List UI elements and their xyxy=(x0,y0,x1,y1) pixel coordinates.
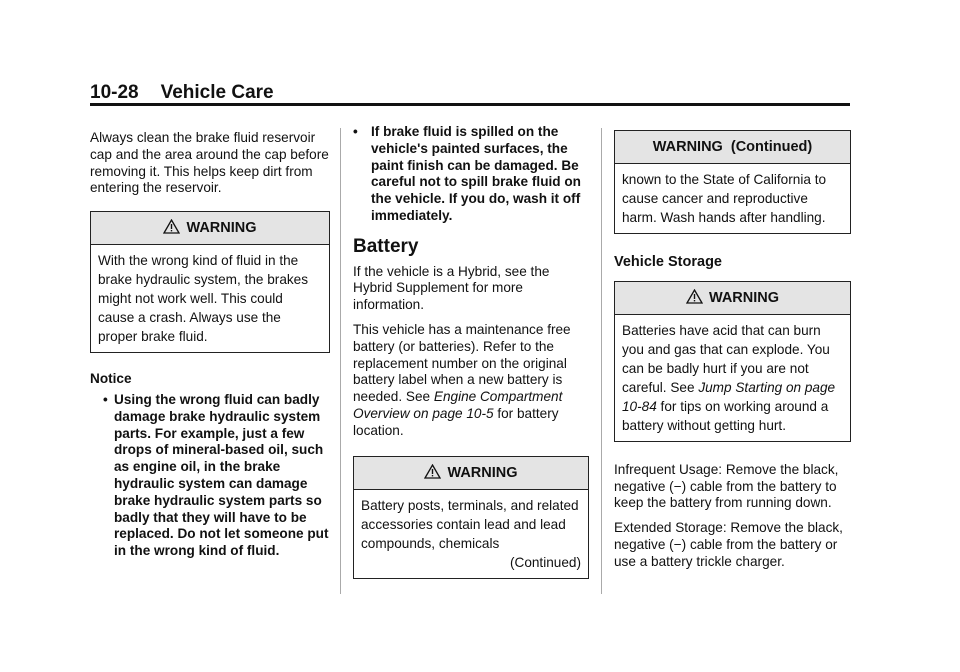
column-3 xyxy=(614,130,851,579)
warning-body: known to the State of California to cause cancer and reproductive harm. Wash hands after handling. xyxy=(622,172,827,225)
warning-text: for tips on working around a battery without getting hurt. xyxy=(622,398,829,433)
warning-title: WARNING xyxy=(186,220,257,237)
warning-header xyxy=(615,131,850,164)
column-divider-2 xyxy=(601,128,602,594)
page-header xyxy=(90,82,274,104)
bullet-dot: • xyxy=(103,391,108,407)
bullet-text: Using the wrong fluid can badly damage brake hydraulic system parts. For example, just a few drops of mineral-based oil, such as engine oil, in the brake hydraulic system can damage brake hydraulic system parts so badly that they will have to be replaced. Do not let someone put in the wrong kind of fluid. xyxy=(114,391,329,559)
battery-lead-warning xyxy=(353,456,589,579)
header-rule xyxy=(90,103,850,106)
warning-triangle-icon xyxy=(686,289,703,304)
battery-acid-warning xyxy=(614,281,851,442)
warning-title: WARNING (Continued) xyxy=(652,139,813,155)
notice-bullet-2 xyxy=(353,124,589,225)
brake-intro-paragraph: Always clean the brake fluid reservoir cap and the area around the cap before removing it. This helps keep dirt from entering the reservoir. xyxy=(90,130,329,196)
vehicle-storage-heading: Vehicle Storage xyxy=(614,254,722,270)
section-title: Vehicle Care xyxy=(160,82,274,103)
warning-header xyxy=(615,282,850,315)
bullet-text: If brake fluid is spilled on the vehicle's painted surfaces, the paint finish can be damaged. Be careful not to spill brake fluid on the vehicle. If you do, wash it off immediately. xyxy=(371,124,581,223)
extended-storage-paragraph: Extended Storage: Remove the black, negative (−) cable from the battery or use a battery trickle charger. xyxy=(614,520,843,569)
warning-header xyxy=(354,457,588,490)
para-text: This vehicle has a maintenance free battery (or batteries). Refer to the replacement number on the original battery label when a new battery is needed. See xyxy=(353,321,571,405)
brake-fluid-warning xyxy=(90,211,330,353)
warning-title: WARNING xyxy=(447,464,518,481)
warning-body xyxy=(615,315,850,441)
column-1 xyxy=(90,130,330,568)
warning-triangle-icon xyxy=(424,464,441,479)
battery-para-2 xyxy=(353,322,589,440)
continued-label: (Continued) xyxy=(509,554,581,570)
warning-text: Batteries have acid that can burn you and gas that can explode. You can be badly hurt if you are not careful. See xyxy=(622,322,830,395)
notice-title: Notice xyxy=(90,371,132,387)
battery-lead-warning-continued xyxy=(614,130,851,234)
warning-body: With the wrong kind of fluid in the brake hydraulic system, the brakes might not work well. This could cause a crash. Always use the proper brake fluid. xyxy=(98,253,309,345)
battery-para-1: If the vehicle is a Hybrid, see the Hybrid Supplement for more information. xyxy=(353,263,550,313)
warning-triangle-icon xyxy=(163,219,180,234)
warning-body xyxy=(354,490,588,578)
para-text: for battery location. xyxy=(353,405,559,438)
warning-text: Battery posts, terminals, and related accessories contain lead and lead compounds, chemicals xyxy=(361,497,579,551)
column-2 xyxy=(353,124,589,587)
page-number: 10-28 xyxy=(90,82,139,103)
jump-starting-link[interactable]: Jump Starting on page 10-84 xyxy=(622,379,836,414)
warning-title: WARNING xyxy=(708,289,780,306)
battery-heading: Battery xyxy=(353,235,419,257)
notice-bullet-1 xyxy=(90,392,330,560)
bullet-dot: • xyxy=(353,124,358,139)
infrequent-usage-paragraph: Infrequent Usage: Remove the black, negative (−) cable from the battery to keep the battery from running down. xyxy=(614,461,839,511)
column-divider-1 xyxy=(340,128,341,594)
engine-compartment-link[interactable]: Engine Compartment Overview on page 10-5 xyxy=(353,389,563,421)
warning-header xyxy=(91,212,329,245)
